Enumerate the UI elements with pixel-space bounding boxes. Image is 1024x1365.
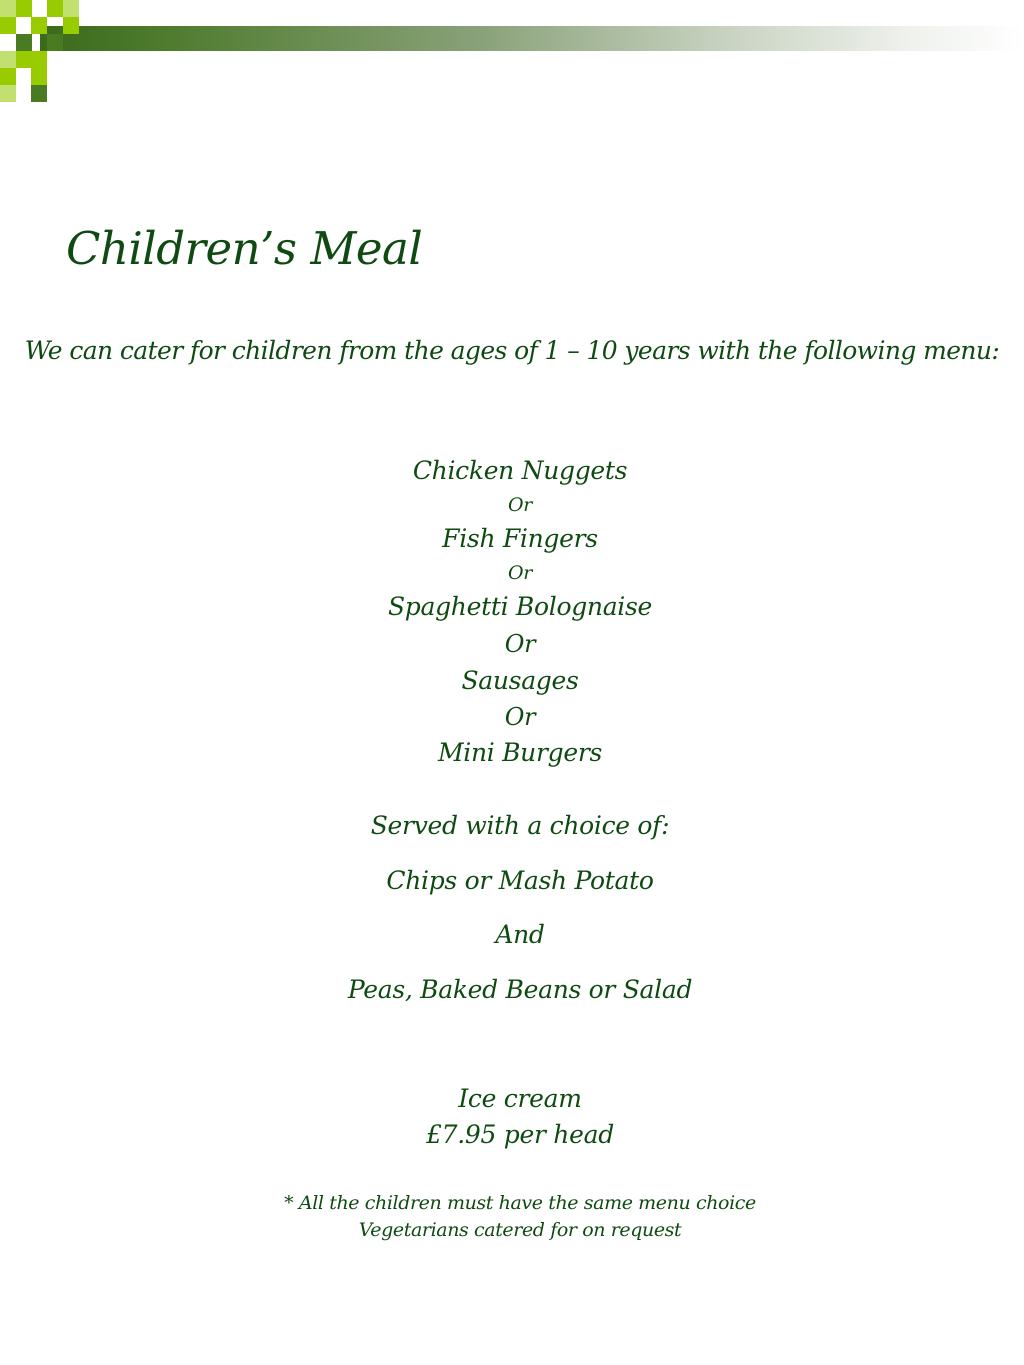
decorative-square <box>31 51 47 68</box>
decorative-square <box>31 85 47 102</box>
decorative-square <box>0 68 16 85</box>
decorative-square <box>31 17 47 34</box>
menu-item-sausages: Sausages <box>461 666 579 695</box>
or-separator: Or <box>507 494 533 516</box>
note-vegetarian: Vegetarians catered for on request <box>358 1219 682 1241</box>
decorative-square <box>0 51 16 68</box>
intro-text: We can cater for children from the ages of 1 – 10 years with the following menu: <box>24 336 1000 365</box>
decorative-square <box>47 0 63 17</box>
header-banner <box>0 0 1024 110</box>
decorative-square <box>16 34 32 51</box>
decorative-square <box>47 34 63 51</box>
note-same-choice: * All the children must have the same menu choice <box>284 1192 756 1214</box>
page-title: Children’s Meal <box>66 222 423 275</box>
decorative-square <box>16 0 32 17</box>
menu-item-mini-burgers: Mini Burgers <box>437 738 603 767</box>
side-choice-veg: Peas, Baked Beans or Salad <box>347 975 693 1004</box>
or-separator: Or <box>507 562 533 584</box>
decorative-square <box>31 68 47 85</box>
gradient-bar <box>40 26 1024 51</box>
dessert-item: Ice cream <box>458 1084 582 1113</box>
sides-heading: Served with a choice of: <box>370 811 670 840</box>
menu-item-spaghetti-bolognaise: Spaghetti Bolognaise <box>387 592 653 621</box>
decorative-square <box>0 0 16 17</box>
menu-item-fish-fingers: Fish Fingers <box>442 524 598 553</box>
decorative-square <box>16 51 32 68</box>
decorative-square <box>0 85 16 102</box>
decorative-square <box>0 17 16 34</box>
decorative-square <box>63 0 79 17</box>
menu-item-chicken-nuggets: Chicken Nuggets <box>412 456 628 485</box>
sides-joiner: And <box>495 920 545 949</box>
decorative-square <box>63 17 79 34</box>
side-choice-potato: Chips or Mash Potato <box>386 866 654 895</box>
price: £7.95 per head <box>426 1120 614 1149</box>
or-separator: Or <box>504 703 536 731</box>
or-separator: Or <box>504 630 536 658</box>
